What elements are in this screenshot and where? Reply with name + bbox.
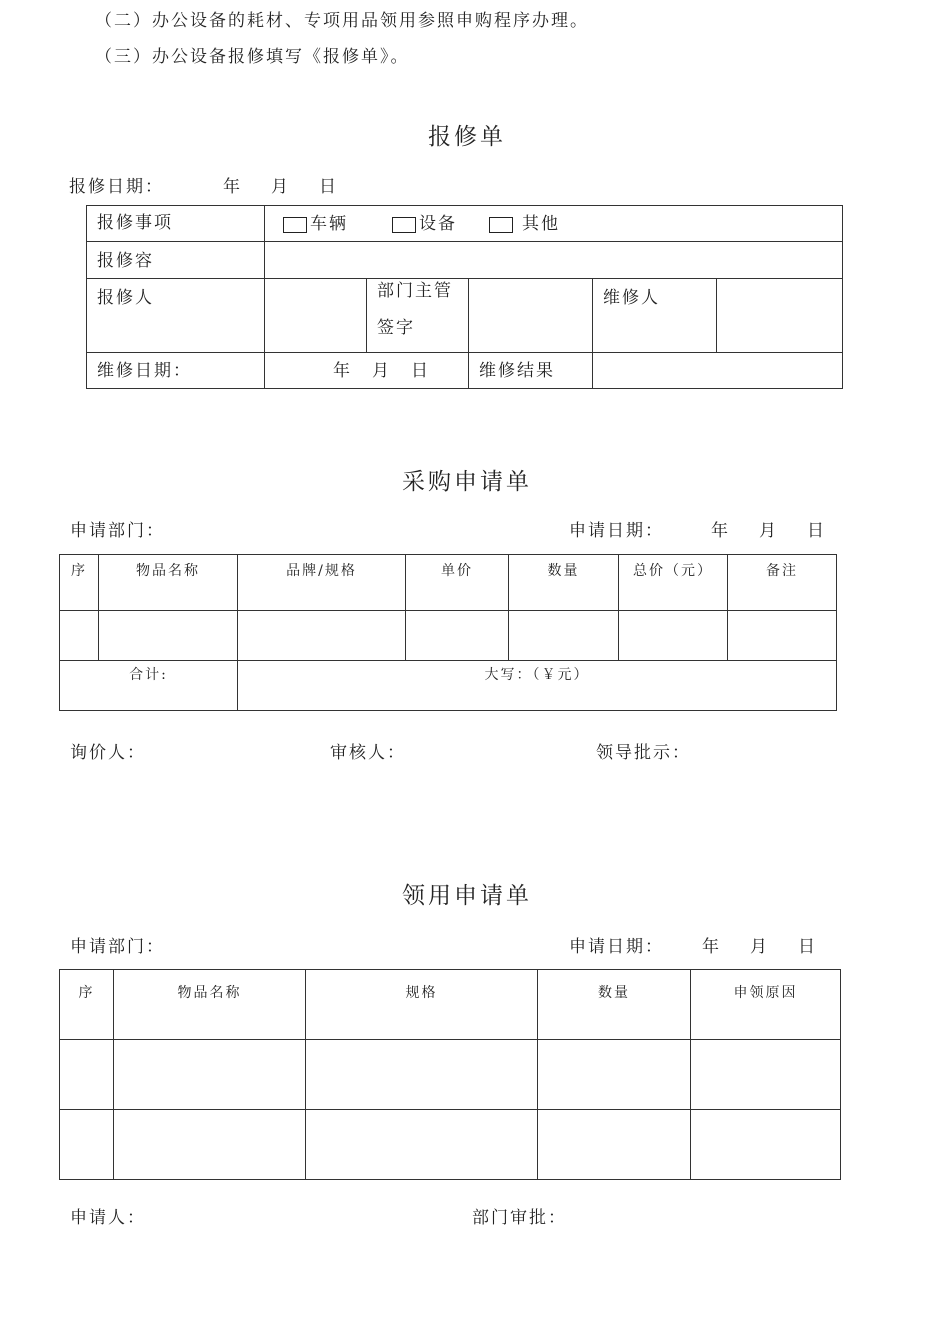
requisition-col-index: 序 <box>60 970 114 1040</box>
repair-dept-sign-label <box>367 279 469 353</box>
vehicle-label: 车辆 <box>310 214 348 234</box>
purchase-total-label: 合计: <box>60 661 238 711</box>
repair-options-cell <box>265 206 843 242</box>
purchase-uppercase-amount[interactable]: 大写：（￥元） <box>238 661 837 711</box>
requisition-date-label: 申请日期： <box>569 937 664 957</box>
purchase-date-month: 月 <box>759 521 778 541</box>
repair-result-field[interactable] <box>593 353 843 389</box>
dept-label-line2: 签字 <box>377 318 415 338</box>
requisition-col-item-name: 物品名称 <box>114 970 306 1040</box>
requisition-form-title: 领用申请单 <box>402 883 532 909</box>
purchase-col-total-price: 总价（元） <box>619 555 728 611</box>
table-cell[interactable] <box>538 1110 691 1180</box>
purchase-date-label: 申请日期： <box>569 521 664 541</box>
requisition-col-spec: 规格 <box>306 970 538 1040</box>
table-cell[interactable] <box>114 1110 306 1180</box>
purchase-date-day: 日 <box>807 521 826 541</box>
reviewer-label: 审核人： <box>330 743 406 763</box>
other-label: 其他 <box>522 214 560 234</box>
table-cell[interactable] <box>509 611 619 661</box>
repair-date-day: 日 <box>319 177 338 197</box>
option-vehicle[interactable] <box>283 214 348 234</box>
repair-date-year: 年 <box>223 177 242 197</box>
requisition-date-month: 月 <box>750 937 769 957</box>
table-cell[interactable] <box>114 1040 306 1110</box>
requisition-col-quantity: 数量 <box>538 970 691 1040</box>
requisition-table <box>59 969 841 1180</box>
repair-repairer-field[interactable] <box>717 279 843 353</box>
repair-reporter-field[interactable] <box>265 279 367 353</box>
purchase-table <box>59 554 837 711</box>
table-row <box>60 1110 841 1180</box>
purchase-form-title: 采购申请单 <box>402 469 532 495</box>
requisition-date-year: 年 <box>702 937 721 957</box>
purchase-date-year: 年 <box>711 521 730 541</box>
repair-result-label: 维修结果 <box>469 353 593 389</box>
repair-content-field[interactable] <box>265 242 843 279</box>
purchase-col-brand-spec: 品牌/规格 <box>238 555 406 611</box>
intro-line-2: （二）办公设备的耗材、专项用品领用参照申购程序办理。 <box>95 11 589 31</box>
requisition-header-row <box>60 970 841 1040</box>
purchase-col-item-name: 物品名称 <box>99 555 238 611</box>
table-cell[interactable] <box>238 611 406 661</box>
table-row <box>60 1040 841 1110</box>
dept-label-line1: 部门主管 <box>377 281 453 301</box>
table-cell[interactable] <box>306 1110 538 1180</box>
table-row <box>60 611 837 661</box>
requisition-dept-label: 申请部门： <box>70 937 165 957</box>
table-cell[interactable] <box>306 1040 538 1110</box>
requisition-date-day: 日 <box>798 937 817 957</box>
repair-row-date <box>87 353 843 389</box>
repair-form-title: 报修单 <box>428 124 506 150</box>
inquirer-label: 询价人： <box>70 743 146 763</box>
repair-row-content <box>87 242 843 279</box>
applicant-label: 申请人： <box>70 1208 146 1228</box>
table-cell[interactable] <box>406 611 509 661</box>
repair-form-table <box>86 205 843 389</box>
repair-reporter-label: 报修人 <box>87 279 265 353</box>
table-cell[interactable] <box>728 611 837 661</box>
dept-approval-label: 部门审批： <box>472 1208 567 1228</box>
table-cell[interactable] <box>691 1110 841 1180</box>
requisition-col-reason: 申领原因 <box>691 970 841 1040</box>
repair-row-people <box>87 279 843 353</box>
rd-year: 年 <box>333 361 352 381</box>
table-cell[interactable] <box>60 1110 114 1180</box>
leader-approval-label: 领导批示： <box>596 743 691 763</box>
table-cell[interactable] <box>538 1040 691 1110</box>
repair-repairer-label: 维修人 <box>593 279 717 353</box>
purchase-dept-label: 申请部门： <box>70 521 165 541</box>
equipment-checkbox[interactable] <box>392 217 416 233</box>
repair-dept-sign-field[interactable] <box>469 279 593 353</box>
purchase-col-quantity: 数量 <box>509 555 619 611</box>
purchase-col-unit-price: 单价 <box>406 555 509 611</box>
repair-repair-date-field[interactable] <box>265 353 469 389</box>
repair-date-label: 报修日期： <box>69 177 164 197</box>
other-checkbox[interactable] <box>489 217 513 233</box>
vehicle-checkbox[interactable] <box>283 217 307 233</box>
option-other[interactable] <box>489 214 560 234</box>
purchase-col-index: 序 <box>60 555 99 611</box>
intro-line-3: （三）办公设备报修填写《报修单》。 <box>95 47 410 67</box>
rd-day: 日 <box>411 361 430 381</box>
option-equipment[interactable] <box>392 214 457 234</box>
repair-row-item <box>87 206 843 242</box>
repair-date-month: 月 <box>271 177 290 197</box>
table-cell[interactable] <box>60 611 99 661</box>
equipment-label: 设备 <box>419 214 457 234</box>
repair-item-label: 报修事项 <box>87 206 265 242</box>
purchase-header-row <box>60 555 837 611</box>
table-cell[interactable] <box>691 1040 841 1110</box>
purchase-col-remarks: 备注 <box>728 555 837 611</box>
table-cell[interactable] <box>60 1040 114 1110</box>
repair-repair-date-label: 维修日期： <box>87 353 265 389</box>
repair-content-label: 报修容 <box>87 242 265 279</box>
table-cell[interactable] <box>619 611 728 661</box>
table-cell[interactable] <box>99 611 238 661</box>
rd-month: 月 <box>372 361 391 381</box>
purchase-total-row <box>60 661 837 711</box>
